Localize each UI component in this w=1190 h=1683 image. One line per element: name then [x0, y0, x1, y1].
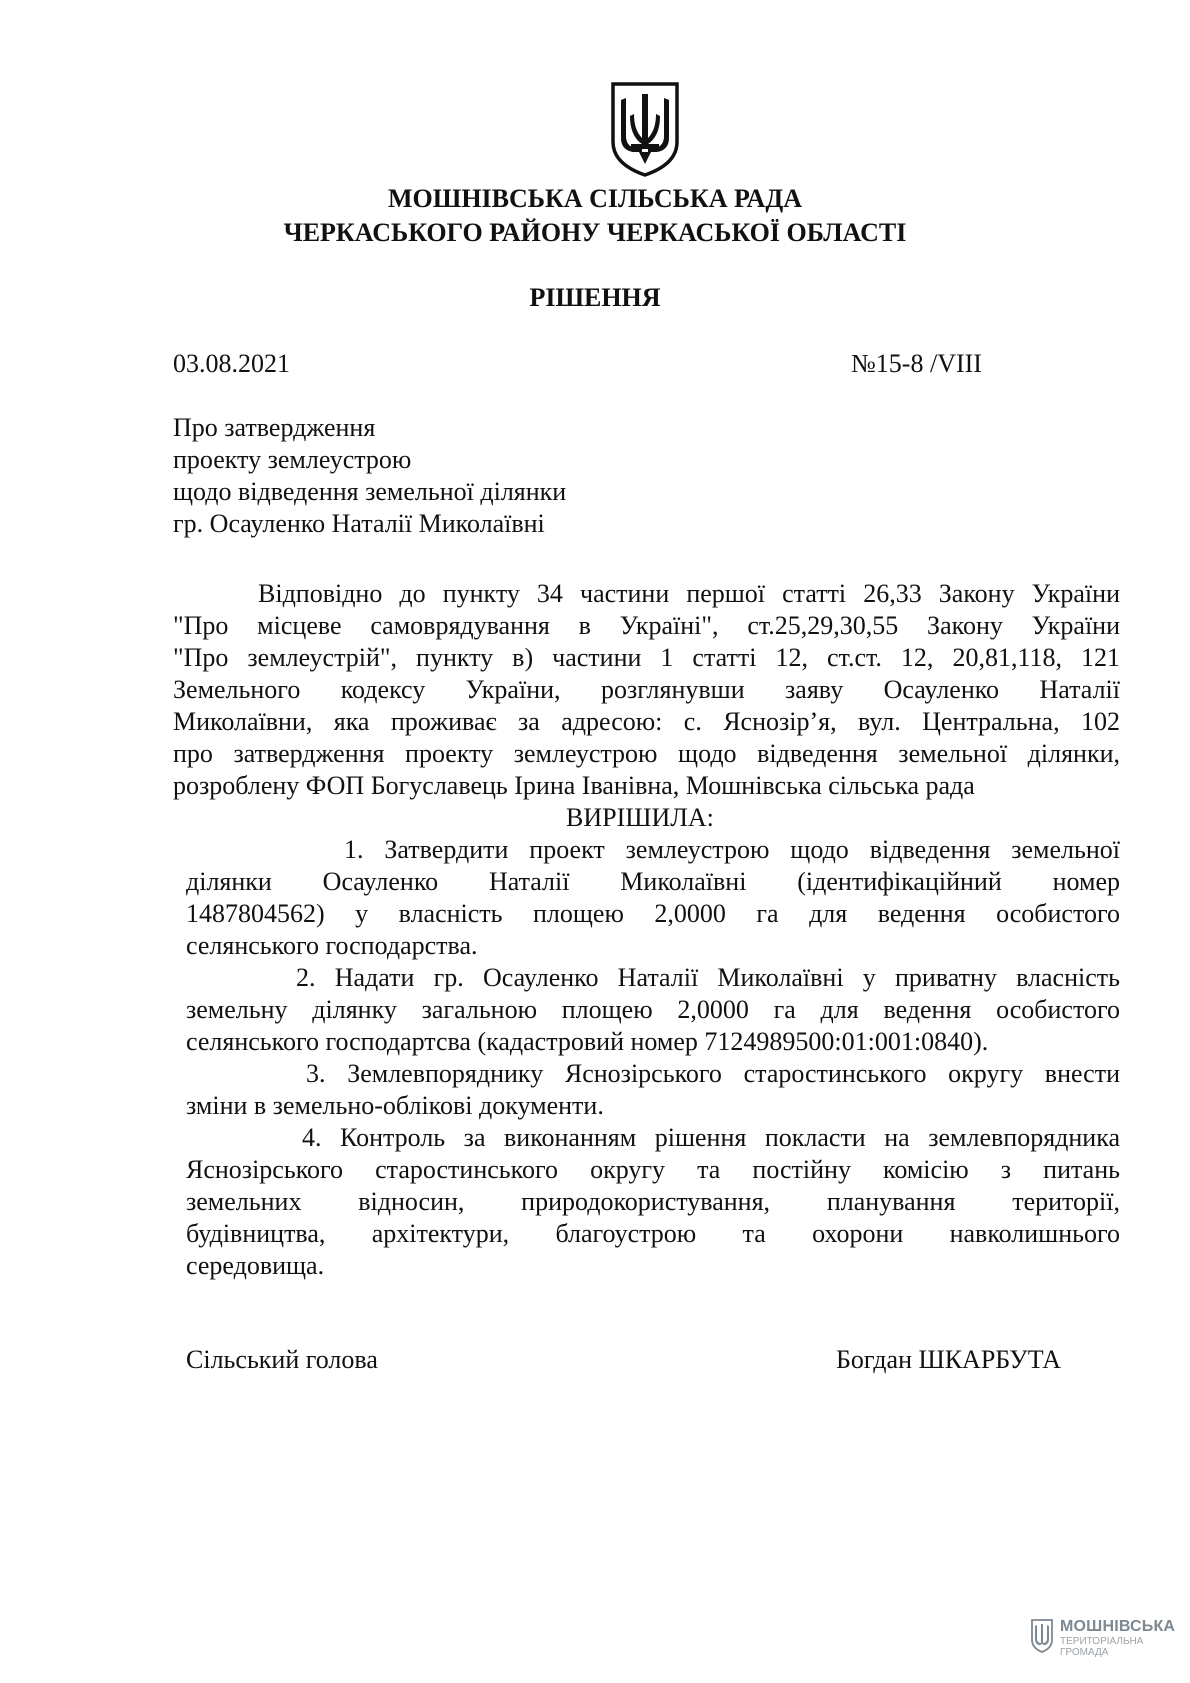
decision-item-1: [186, 834, 1120, 962]
watermark-title: МОШНІВСЬКА: [1060, 1618, 1176, 1635]
organization-region: ЧЕРКАСЬКОГО РАЙОНУ ЧЕРКАСЬКОЇ ОБЛАСТІ: [283, 218, 907, 247]
decision-number: №15-8 /VIII: [851, 349, 982, 378]
preamble-paragraph: [173, 578, 1120, 802]
item-line: 2. Надати гр. Осауленко Наталії Миколаївні у приватну власність: [296, 963, 1120, 992]
item-line: 3. Землевпоряднику Яснозірського старостинського округу внести: [306, 1059, 1120, 1088]
signatory-position: Сільський голова: [186, 1345, 378, 1374]
item-line: земельну ділянку загальною площею 2,0000 га для ведення особистого: [186, 995, 1120, 1024]
trident-logo-icon: [1030, 1618, 1054, 1654]
subject-block: [173, 412, 566, 540]
preamble-line: розроблену ФОП Богуславець Ірина Іванівна, Мошнівська сільська рада: [173, 771, 975, 800]
item-line: будівництва, архітектури, благоустрою та охорони навколишнього: [186, 1219, 1120, 1248]
preamble-line: Миколаївни, яка проживає за адресою: с. Яснозір’я, вул. Центральна, 102: [173, 707, 1120, 736]
subject-line: Про затвердження: [173, 413, 376, 442]
subject-line: проекту землеустрою: [173, 445, 412, 474]
watermark-subtitle-1: ТЕРИТОРІАЛЬНА: [1060, 1636, 1144, 1647]
item-line: ділянки Осауленко Наталії Миколаївні (ідентифікаційний номер: [186, 867, 1120, 896]
document-type-title: РІШЕННЯ: [529, 283, 661, 312]
preamble-line: Відповідно до пункту 34 частини першої статті 26,33 Закону України: [258, 579, 1120, 608]
preamble-line: "Про землеустрій", пункту в) частини 1 статті 12, ст.ст. 12, 20,81,118, 121: [173, 643, 1120, 672]
item-line: Яснозірського старостинського округу та постійну комісію з питань: [186, 1155, 1120, 1184]
decision-item-3: [186, 1058, 1120, 1122]
decision-date: 03.08.2021: [173, 349, 290, 378]
item-line: 1. Затвердити проект землеустрою щодо відведення земельної: [344, 835, 1120, 864]
community-watermark: [1030, 1612, 1180, 1672]
resolved-heading: ВИРІШИЛА:: [566, 803, 714, 832]
item-line: земельних відносин, природокористування, планування території,: [186, 1187, 1120, 1216]
preamble-line: про затвердження проекту землеустрою щодо відведення земельної ділянки,: [173, 739, 1120, 768]
organization-name: МОШНІВСЬКА СІЛЬСЬКА РАДА: [388, 184, 802, 213]
item-line: зміни в земельно-облікові документи.: [186, 1091, 604, 1120]
item-line: середовища.: [186, 1251, 325, 1280]
item-line: 1487804562) у власність площею 2,0000 га для ведення особистого: [186, 899, 1120, 928]
subject-line: гр. Осауленко Наталії Миколаївні: [173, 509, 545, 538]
signatory-name: Богдан ШКАРБУТА: [836, 1345, 1062, 1374]
decision-item-2: [186, 962, 1120, 1058]
item-line: селянського господарства.: [186, 931, 478, 960]
subject-line: щодо відведення земельної ділянки: [173, 477, 567, 506]
ukraine-trident-emblem-icon: [609, 80, 681, 178]
item-line: 4. Контроль за виконанням рішення покласти на землевпорядника: [302, 1123, 1120, 1152]
preamble-line: Земельного кодексу України, розглянувши заяву Осауленко Наталії: [173, 675, 1120, 704]
watermark-subtitle-2: ГРОМАДА: [1060, 1647, 1109, 1658]
item-line: селянського господартсва (кадастровий номер 7124989500:01:001:0840).: [186, 1027, 989, 1056]
preamble-line: "Про місцеве самоврядування в Україні", ст.25,29,30,55 Закону України: [173, 611, 1120, 640]
decision-item-4: [186, 1122, 1120, 1282]
